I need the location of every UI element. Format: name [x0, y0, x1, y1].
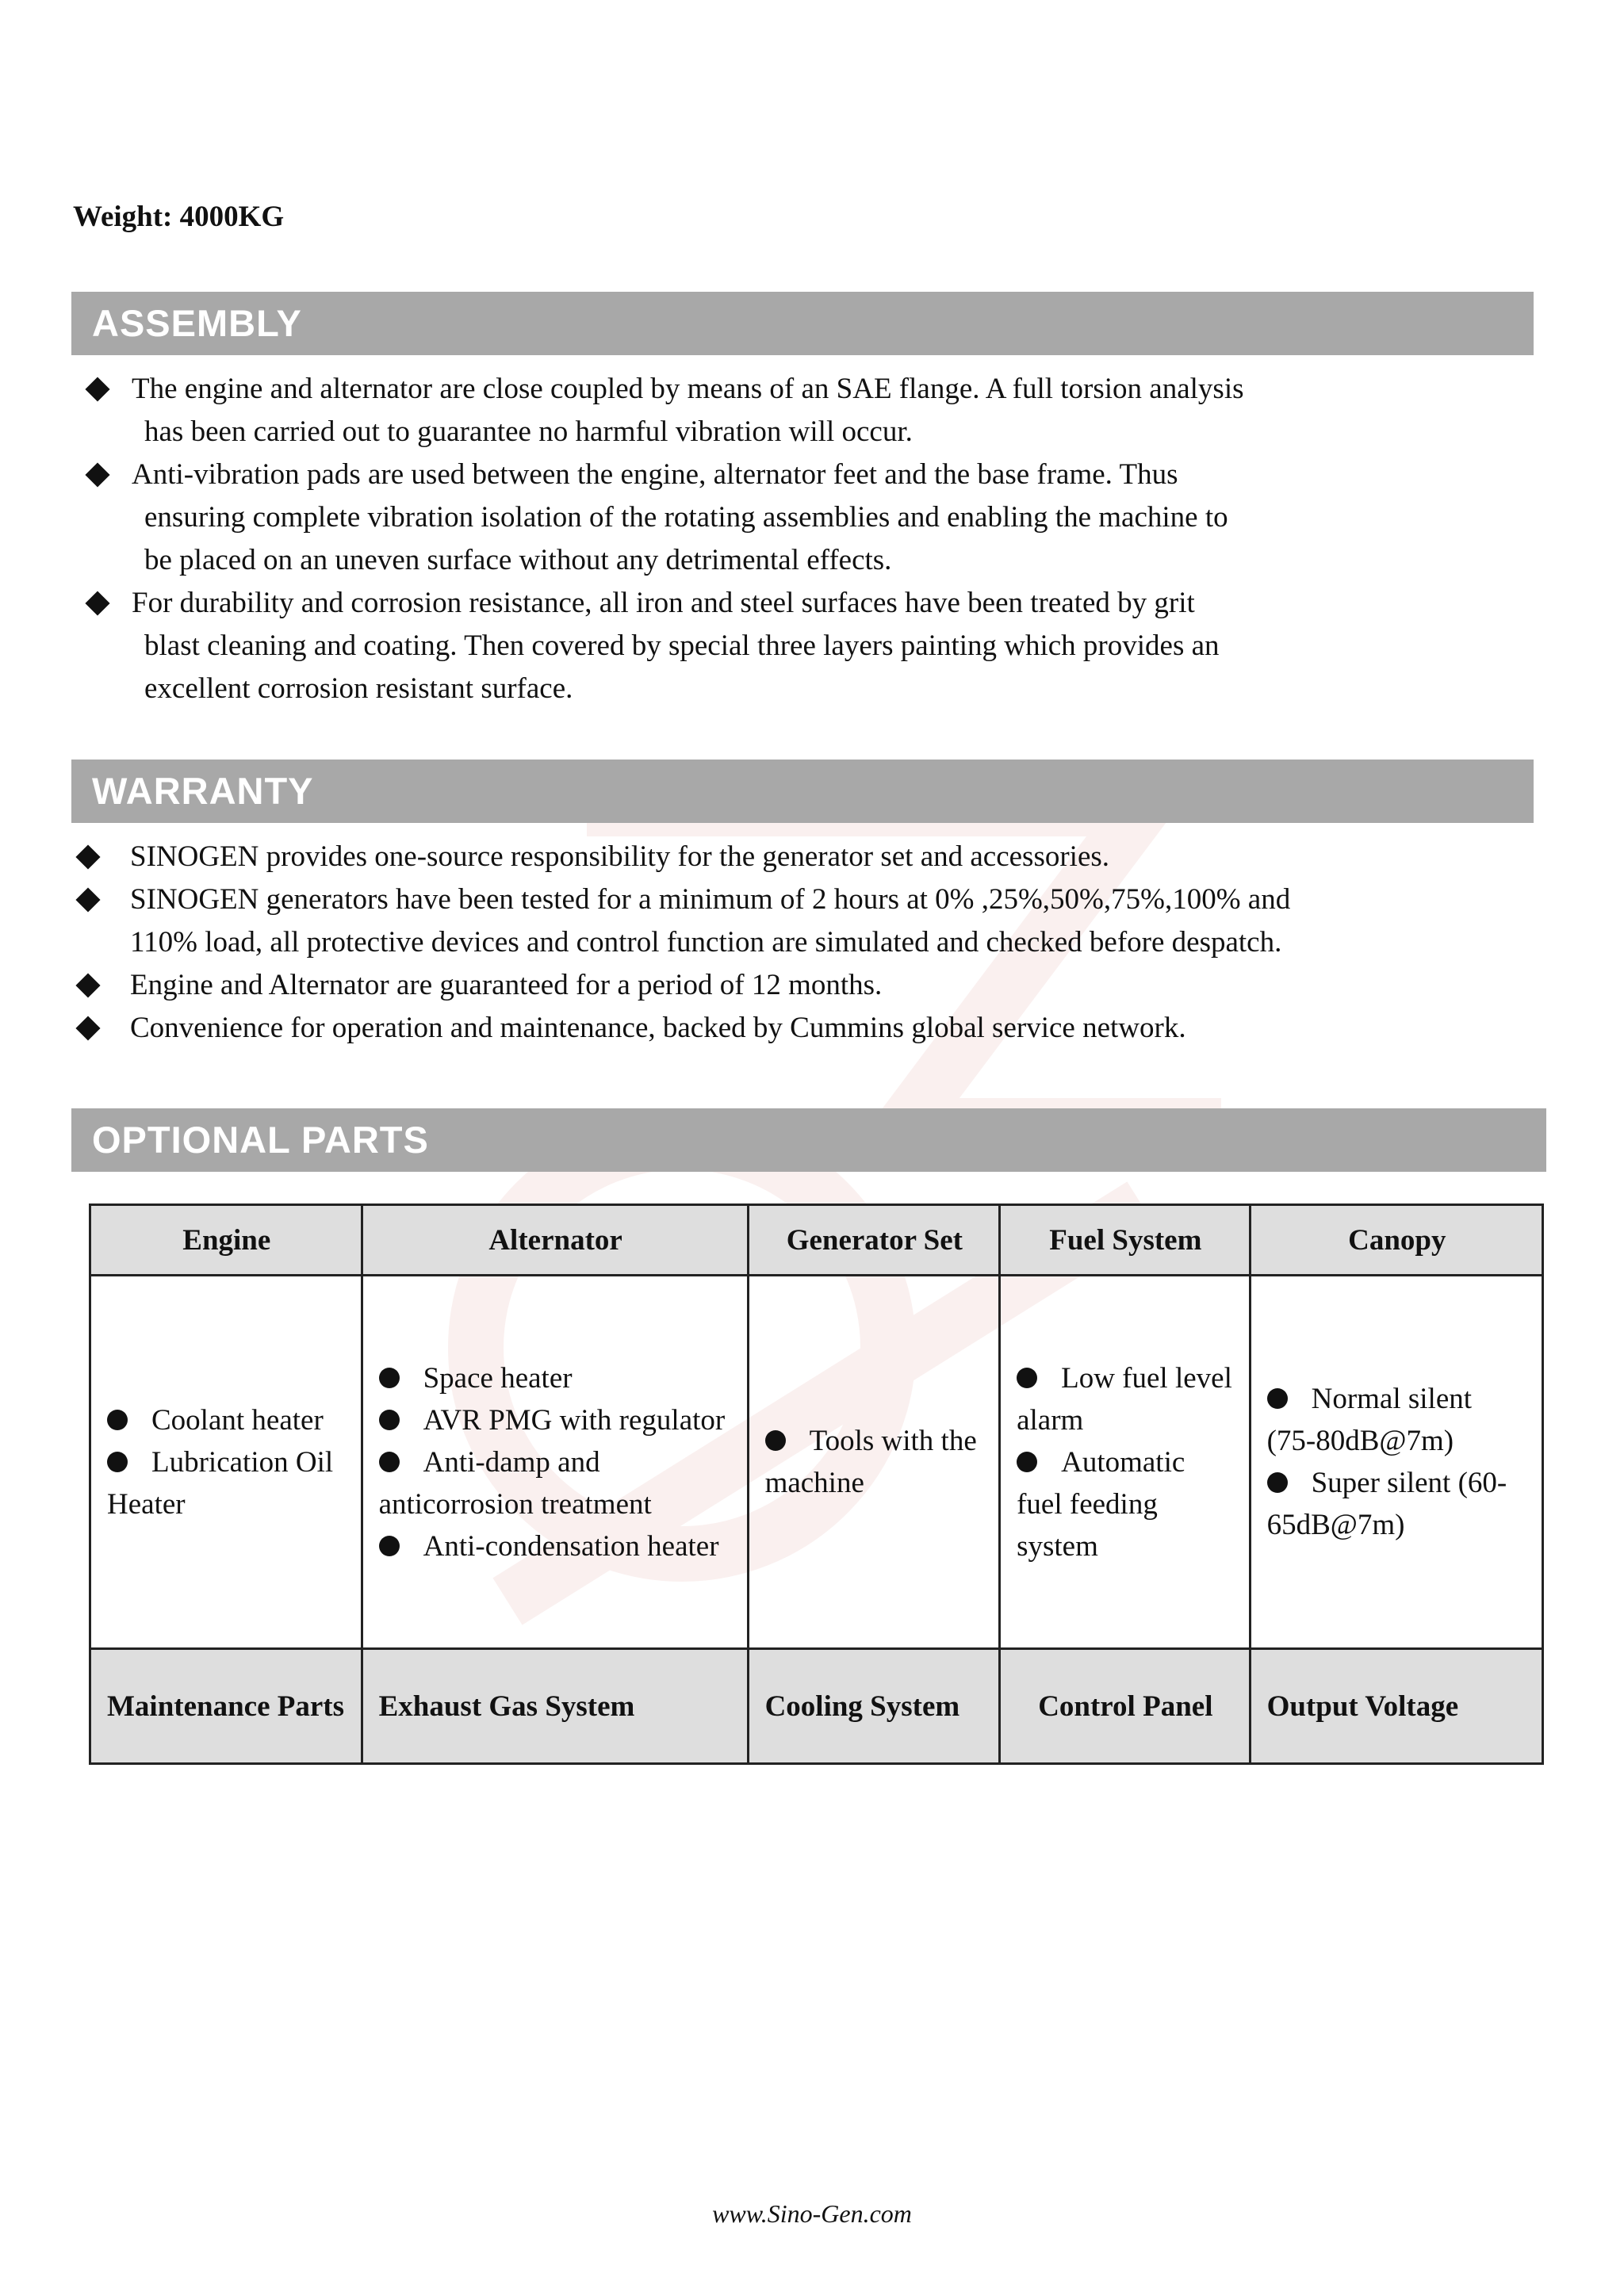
diamond-bullet-icon [85, 462, 109, 487]
list-item [107, 1399, 347, 1441]
bullet-dot-icon [379, 1410, 400, 1430]
warranty-item-text: Convenience for operation and maintenance, backed by Cummins global service network. [130, 1012, 1186, 1044]
warranty-item-text: SINOGEN generators have been tested for a minimum of 2 hours at 0% ,25%,50%,75%,100% and [130, 883, 1291, 916]
diamond-bullet-icon [85, 377, 109, 401]
table-footer-cell: Control Panel [1000, 1649, 1251, 1764]
alternator-options-cell [362, 1276, 748, 1649]
diamond-bullet-icon [75, 887, 100, 912]
table-header-cell: Generator Set [748, 1205, 1000, 1276]
bullet-dot-icon [379, 1536, 400, 1556]
warranty-list [76, 836, 1456, 1050]
assembly-section-header: ASSEMBLY [71, 292, 1534, 355]
option-text: Low fuel level alarm [1017, 1361, 1232, 1437]
assembly-item-text: For durability and corrosion resistance, all iron and steel surfaces have been treated by grit [132, 587, 1195, 619]
warranty-section-header: WARRANTY [71, 760, 1534, 823]
table-row [90, 1276, 1543, 1649]
bullet-dot-icon [1017, 1368, 1037, 1388]
warranty-item-text: SINOGEN provides one-source responsibility for the generator set and accessories. [130, 840, 1110, 873]
option-text: Lubrication Oil Heater [107, 1445, 334, 1521]
engine-options-cell [90, 1276, 362, 1649]
list-item [765, 1420, 985, 1504]
footer-website-link[interactable]: www.Sino-Gen.com [712, 2199, 912, 2228]
bullet-dot-icon [1267, 1388, 1288, 1409]
warranty-item-text: 110% load, all protective devices and control function are simulated and checked before despatch. [130, 926, 1282, 959]
diamond-bullet-icon [75, 844, 100, 869]
list-item [1267, 1462, 1527, 1546]
warranty-item [76, 964, 1456, 1007]
assembly-item [89, 582, 1437, 710]
optional-parts-table [89, 1203, 1544, 1765]
diamond-bullet-icon [85, 591, 109, 615]
assembly-item-text: be placed on an uneven surface without any detrimental effects. [144, 544, 892, 576]
assembly-item [89, 453, 1437, 582]
list-item [379, 1441, 733, 1525]
assembly-item-text: blast cleaning and coating. Then covered by special three layers painting which provides an [144, 629, 1220, 662]
canopy-options-cell [1250, 1276, 1542, 1649]
table-footer-cell: Maintenance Parts [90, 1649, 362, 1764]
option-text: AVR PMG with regulator [423, 1403, 726, 1437]
table-footer-cell: Exhaust Gas System [362, 1649, 748, 1764]
assembly-list [89, 368, 1437, 710]
assembly-item [89, 368, 1437, 453]
option-text: Tools with the machine [764, 1425, 977, 1499]
weight-spec: Weight: 4000KG [73, 201, 285, 233]
list-item [379, 1399, 733, 1441]
option-text: Normal silent (75-80dB@7m) [1266, 1383, 1473, 1457]
bullet-dot-icon [1017, 1452, 1037, 1472]
option-text: Automatic fuel feeding system [1017, 1445, 1185, 1563]
assembly-item-text: excellent corrosion resistant surface. [144, 672, 573, 705]
table-footer-row [90, 1649, 1543, 1764]
optional-parts-section-header: OPTIONAL PARTS [71, 1108, 1546, 1172]
bullet-dot-icon [379, 1368, 400, 1388]
list-item [1017, 1441, 1235, 1567]
bullet-dot-icon [765, 1430, 786, 1451]
list-item [379, 1525, 733, 1567]
diamond-bullet-icon [75, 973, 100, 997]
warranty-item-text: Engine and Alternator are guaranteed for a period of 12 months. [130, 969, 883, 1001]
list-item [107, 1441, 347, 1525]
fuel-system-options-cell [1000, 1276, 1251, 1649]
bullet-dot-icon [107, 1452, 128, 1472]
table-footer-cell: Cooling System [748, 1649, 1000, 1764]
option-text: Anti-damp and anticorrosion treatment [378, 1445, 652, 1521]
bullet-dot-icon [1267, 1472, 1288, 1493]
option-text: Anti-condensation heater [423, 1529, 719, 1563]
assembly-item-text: ensuring complete vibration isolation of the rotating assemblies and enabling the machine to [144, 501, 1228, 534]
warranty-item [76, 836, 1456, 878]
warranty-item [76, 1007, 1456, 1050]
bullet-dot-icon [379, 1452, 400, 1472]
list-item [379, 1357, 733, 1399]
list-item [1017, 1357, 1235, 1441]
assembly-item-text: Anti-vibration pads are used between the engine, alternator feet and the base frame. Thus [132, 458, 1178, 491]
list-item [1267, 1378, 1527, 1462]
warranty-item [76, 878, 1456, 964]
option-text: Super silent (60-65dB@7m) [1266, 1467, 1507, 1541]
assembly-item-text: has been carried out to guarantee no harmful vibration will occur. [144, 415, 913, 448]
option-text: Coolant heater [151, 1403, 324, 1437]
generator-set-options-cell [748, 1276, 1000, 1649]
table-header-row [90, 1205, 1543, 1276]
option-text: Space heater [423, 1361, 573, 1395]
table-header-cell: Engine [90, 1205, 362, 1276]
table-header-cell: Canopy [1250, 1205, 1542, 1276]
table-header-cell: Alternator [362, 1205, 748, 1276]
table-header-cell: Fuel System [1000, 1205, 1251, 1276]
bullet-dot-icon [107, 1410, 128, 1430]
diamond-bullet-icon [75, 1016, 100, 1040]
table-footer-cell: Output Voltage [1250, 1649, 1542, 1764]
assembly-item-text: The engine and alternator are close coupled by means of an SAE flange. A full torsion analysis [132, 373, 1244, 405]
